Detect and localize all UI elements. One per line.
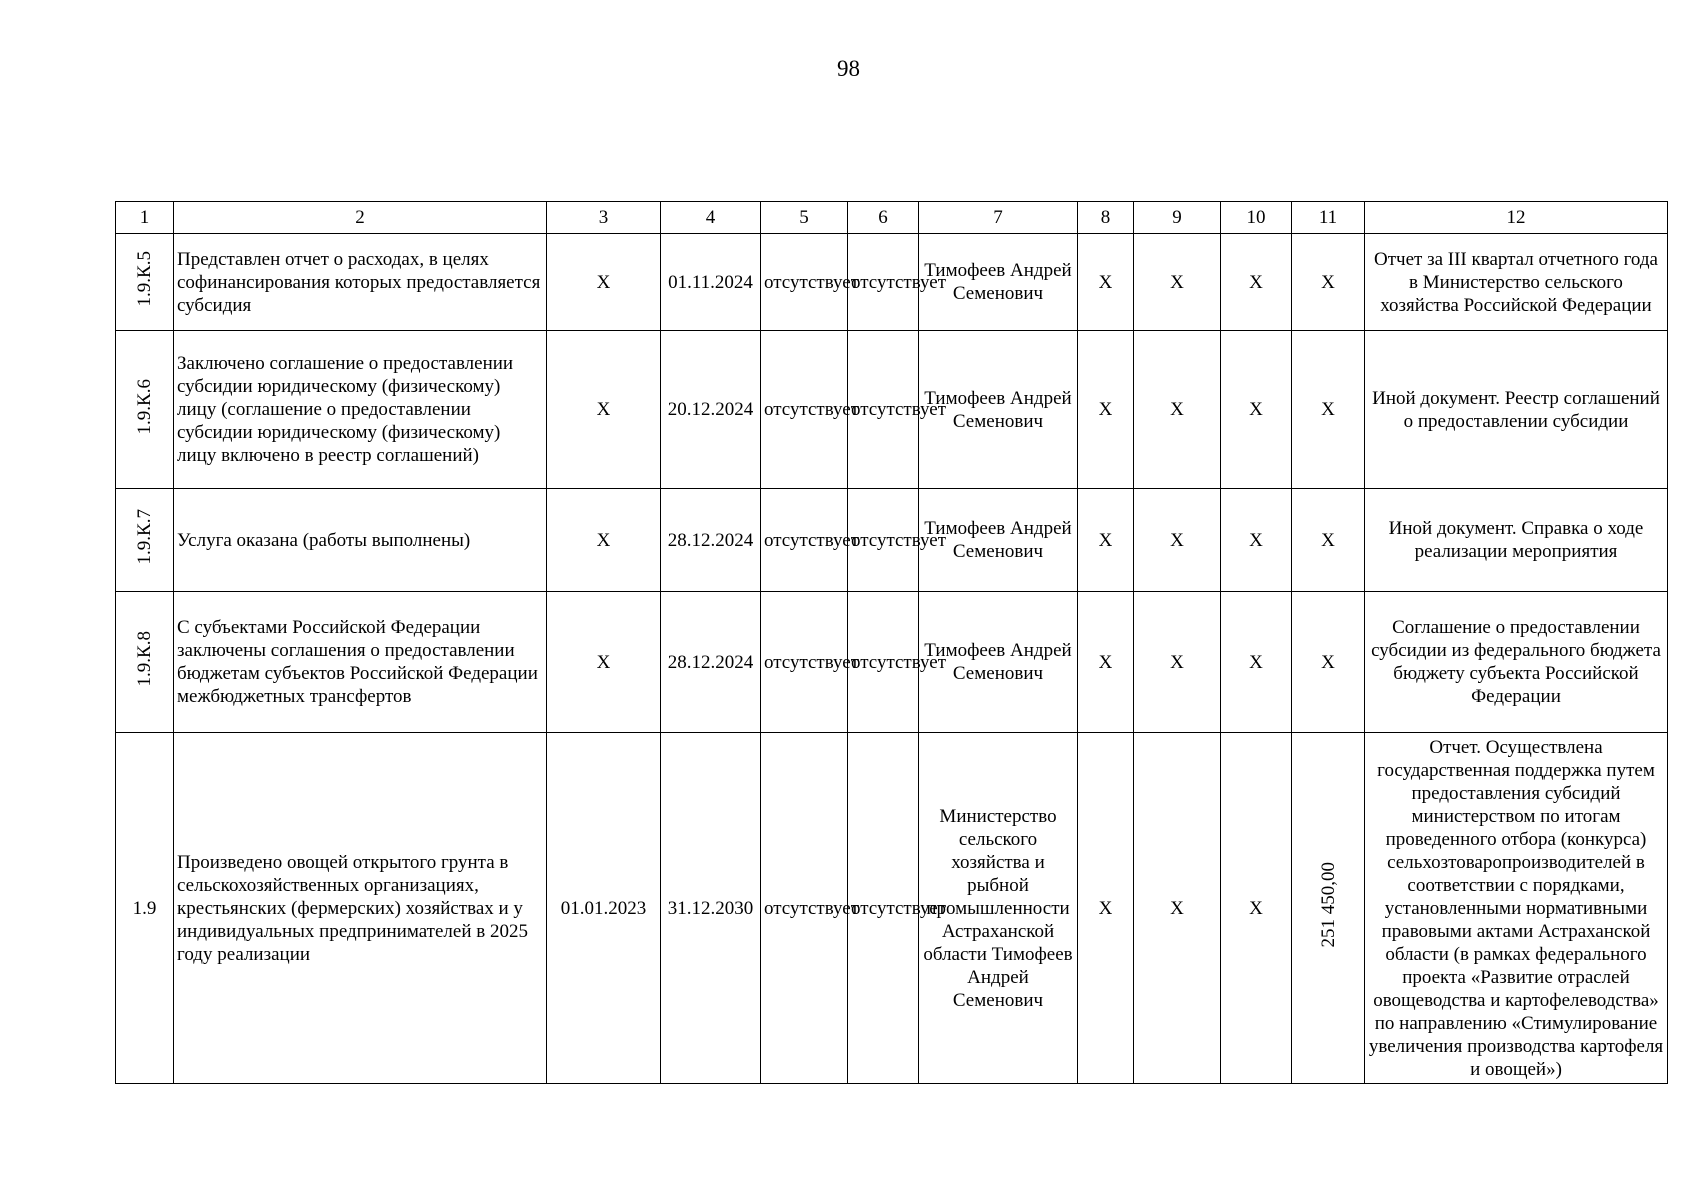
column-number: 10 <box>1221 202 1292 234</box>
row-id-cell <box>116 592 174 733</box>
start-cell: X <box>547 234 661 331</box>
amount-value: 251 450,00 <box>1317 862 1339 948</box>
col5-cell: отсутствует <box>761 733 848 1084</box>
row-id-cell <box>116 234 174 331</box>
responsible-cell: Тимофеев Андрей Семенович <box>919 331 1078 489</box>
column-number: 5 <box>761 202 848 234</box>
col9-cell: X <box>1134 489 1221 592</box>
document-cell: Отчет. Осуществлена государственная поддержка путем предоставления субсидий министерством по итогам проведенного отбора (конкурса) сельхозтоваропроизводителей в соответствии с порядками, установленными нормативными правовыми актами Астраханской области (в рамках федерального проекта «Развитие отраслей овощеводства и картофелеводства» по направлению «Стимулирование увеличения производства картофеля и овощей») <box>1365 733 1668 1084</box>
responsible-cell: Министерство сельского хозяйства и рыбной промышленности Астраханской области Тимофеев Андрей Семенович <box>919 733 1078 1084</box>
end-date-cell: 28.12.2024 <box>661 592 761 733</box>
row-id: 1.9.К.6 <box>134 378 155 435</box>
col10-cell: X <box>1221 592 1292 733</box>
table-row <box>116 331 1668 489</box>
description-cell: Произведено овощей открытого грунта в сельскохозяйственных организациях, крестьянских (фермерских) хозяйствах и у индивидуальных предпринимателей в 2025 году реализации <box>174 733 547 1084</box>
document-cell: Соглашение о предоставлении субсидии из федерального бюджета бюджету субъекта Российской Федерации <box>1365 592 1668 733</box>
table-row <box>116 733 1668 1084</box>
description-cell: Заключено соглашение о предоставлении субсидии юридическому (физическому) лицу (соглашение о предоставлении субсидии юридическому (физическому) лицу включено в реестр соглашений) <box>174 331 547 489</box>
column-number: 9 <box>1134 202 1221 234</box>
end-date-cell: 20.12.2024 <box>661 331 761 489</box>
col5-cell: отсутствует <box>761 331 848 489</box>
col8-cell: X <box>1078 489 1134 592</box>
responsible-cell: Тимофеев Андрей Семенович <box>919 234 1078 331</box>
start-cell: X <box>547 489 661 592</box>
start-cell: X <box>547 592 661 733</box>
column-number: 12 <box>1365 202 1668 234</box>
start-cell: X <box>547 331 661 489</box>
column-number: 8 <box>1078 202 1134 234</box>
col10-cell: X <box>1221 331 1292 489</box>
col10-cell: X <box>1221 234 1292 331</box>
page-number: 98 <box>837 56 860 81</box>
col8-cell: X <box>1078 592 1134 733</box>
row-id: 1.9.К.7 <box>134 509 155 565</box>
amount-cell <box>1292 733 1365 1084</box>
col8-cell: X <box>1078 331 1134 489</box>
column-number: 7 <box>919 202 1078 234</box>
column-numbers-row <box>116 202 1668 234</box>
document-table <box>115 201 1668 1084</box>
col6-cell: отсутствует <box>848 489 919 592</box>
document-cell: Отчет за III квартал отчетного года в Министерство сельского хозяйства Российской Федерации <box>1365 234 1668 331</box>
description-cell: Услуга оказана (работы выполнены) <box>174 489 547 592</box>
column-number: 6 <box>848 202 919 234</box>
table-row <box>116 592 1668 733</box>
column-number: 1 <box>116 202 174 234</box>
document-cell: Иной документ. Реестр соглашений о предоставлении субсидии <box>1365 331 1668 489</box>
table-row <box>116 489 1668 592</box>
col11-cell: X <box>1292 592 1365 733</box>
description-cell: Представлен отчет о расходах, в целях софинансирования которых предоставляется субсидия <box>174 234 547 331</box>
col6-cell: отсутствует <box>848 234 919 331</box>
document-cell: Иной документ. Справка о ходе реализации мероприятия <box>1365 489 1668 592</box>
col10-cell: X <box>1221 733 1292 1084</box>
start-date-cell: 01.01.2023 <box>547 733 661 1084</box>
col8-cell: X <box>1078 733 1134 1084</box>
col10-cell: X <box>1221 489 1292 592</box>
col5-cell: отсутствует <box>761 592 848 733</box>
col8-cell: X <box>1078 234 1134 331</box>
row-id-cell <box>116 489 174 592</box>
column-number: 11 <box>1292 202 1365 234</box>
row-id: 1.9.К.8 <box>134 631 155 687</box>
col11-cell: X <box>1292 489 1365 592</box>
responsible-cell: Тимофеев Андрей Семенович <box>919 489 1078 592</box>
col9-cell: X <box>1134 234 1221 331</box>
col11-cell: X <box>1292 234 1365 331</box>
column-number: 3 <box>547 202 661 234</box>
col6-cell: отсутствует <box>848 331 919 489</box>
responsible-cell: Тимофеев Андрей Семенович <box>919 592 1078 733</box>
end-date-cell: 28.12.2024 <box>661 489 761 592</box>
table-row <box>116 234 1668 331</box>
col5-cell: отсутствует <box>761 234 848 331</box>
end-date-cell: 01.11.2024 <box>661 234 761 331</box>
column-number: 4 <box>661 202 761 234</box>
column-number: 2 <box>174 202 547 234</box>
col9-cell: X <box>1134 733 1221 1084</box>
row-id: 1.9.К.5 <box>134 251 155 307</box>
end-date-cell: 31.12.2030 <box>661 733 761 1084</box>
col11-cell: X <box>1292 331 1365 489</box>
col5-cell: отсутствует <box>761 489 848 592</box>
col9-cell: X <box>1134 331 1221 489</box>
row-id-cell: 1.9 <box>116 733 174 1084</box>
row-id-cell <box>116 331 174 489</box>
col6-cell: отсутствует <box>848 592 919 733</box>
col9-cell: X <box>1134 592 1221 733</box>
col6-cell: отсутствует <box>848 733 919 1084</box>
description-cell: С субъектами Российской Федерации заключены соглашения о предоставлении бюджетам субъектов Российской Федерации межбюджетных трансфертов <box>174 592 547 733</box>
